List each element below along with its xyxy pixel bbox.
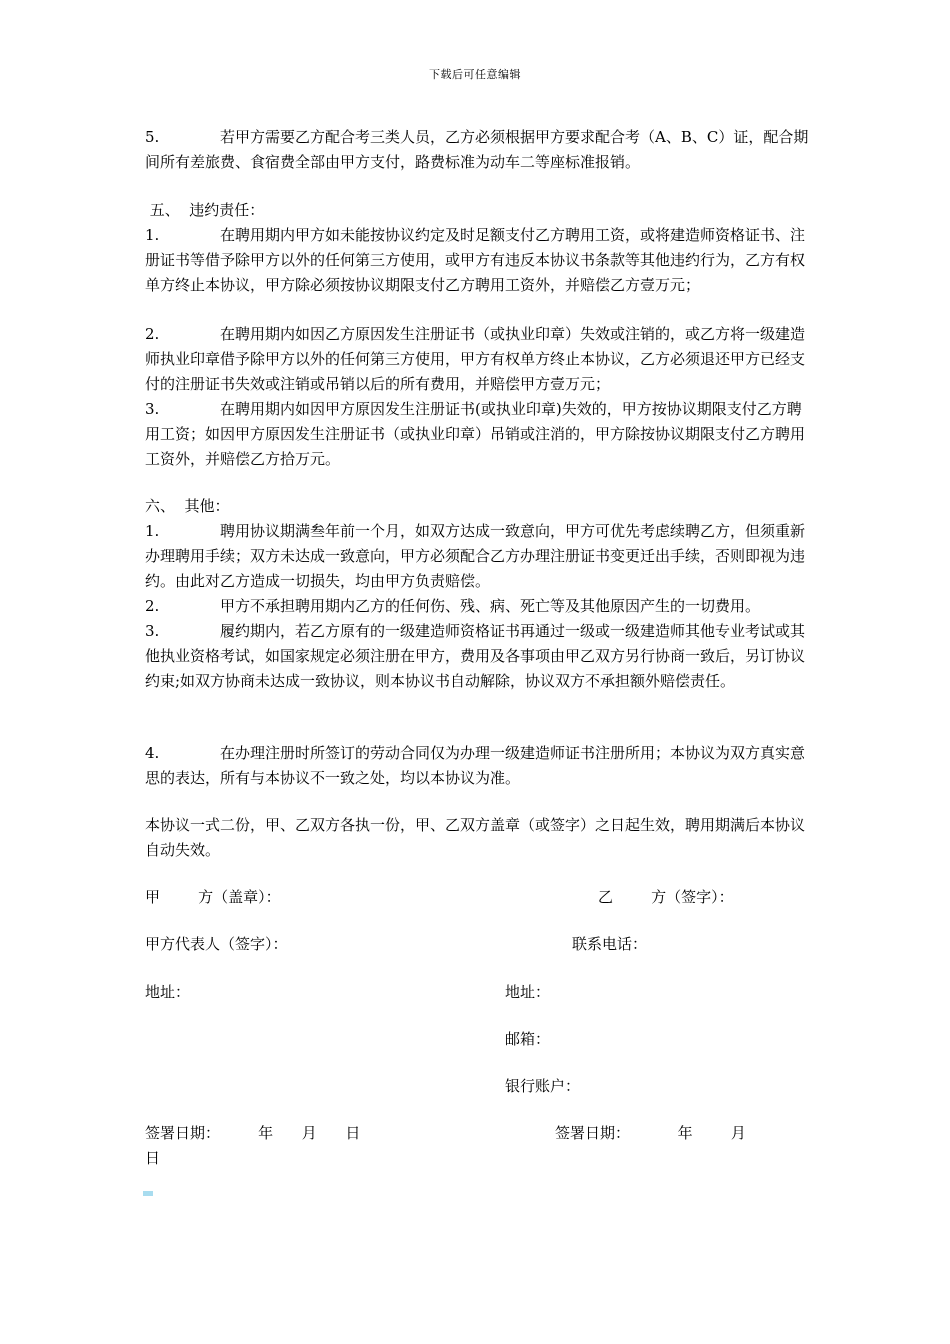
clause-number: 3. xyxy=(145,622,160,640)
clause-text: 聘用协议期满叁年前一个月，如双方达成一致意向，甲方可优先考虑续聘乙方，但须重新办理聘用手续；双方未达成一致意向，甲方必须配合乙方办理注册证书变更迁出手续，否则即视为违约。由此对乙方造成一切损失，均由甲方负责赔偿。 xyxy=(145,522,806,590)
page-header: 下载后可任意编辑 xyxy=(429,68,521,81)
party-b-bank-account-label: 银行账户： xyxy=(505,1077,581,1095)
clause-text: 若甲方需要乙方配合考三类人员，乙方必须根据甲方要求配合考（A、B、C）证，配合期间所有差旅费、食宿费全部由甲方支付，路费标准为动车二等座标准报销。 xyxy=(145,128,809,171)
breach-item-2 xyxy=(145,322,815,397)
clause-number: 4. xyxy=(145,744,160,762)
party-b-email-label: 邮箱： xyxy=(505,1030,551,1048)
clause-number: 2. xyxy=(145,325,160,343)
clause-text: 履约期内，若乙方原有的一级建造师资格证书再通过一级或一级建造师其他专业考试或其他执业资格考试，如国家规定必须注册在甲方，费用及各事项由甲乙双方另行协商一致后，另订协议约束;如双方协商未达成一致协议，则本协议书自动解除，协议双方不承担额外赔偿责任。 xyxy=(145,622,806,690)
other-item-4 xyxy=(145,741,815,791)
section-title-breach: 五、 违约责任： xyxy=(145,201,265,219)
clause-number: 5. xyxy=(145,128,160,146)
sign-date-day-wrap: 日 xyxy=(145,1149,161,1167)
breach-item-1 xyxy=(145,223,815,298)
clause-number: 1. xyxy=(145,226,160,244)
clause-text: 在聘用期内如因甲方原因发生注册证书(或执业印章)失效的，甲方按协议期限支付乙方聘用工资；如因甲方原因发生注册证书（或执业印章）吊销或注消的，甲方除按协议期限支付乙方聘用工资外，并赔偿乙方拾万元。 xyxy=(145,400,806,468)
party-b-sign-label: 乙 方（签字）： xyxy=(598,888,734,906)
party-a-seal-label: 甲 方（盖章）： xyxy=(145,888,281,906)
clause-5 xyxy=(145,125,815,175)
clause-text: 在聘用期内如因乙方原因发生注册证书（或执业印章）失效或注销的，或乙方将一级建造师执业印章借予除甲方以外的任何第三方使用，甲方有权单方终止本协议，乙方必须退还甲方已经支付的注册证书失效或注销或吊销以后的所有费用，并赔偿甲方壹万元； xyxy=(145,325,806,393)
clause-number: 1. xyxy=(145,522,160,540)
section-title-other: 六、 其他： xyxy=(145,497,230,515)
party-a-address-label: 地址： xyxy=(145,983,191,1001)
clause-number: 3. xyxy=(145,400,160,418)
clause-text: 在聘用期内甲方如未能按协议约定及时足额支付乙方聘用工资，或将建造师资格证书、注册证书等借予除甲方以外的任何第三方使用，或甲方有违反本协议书条款等其他违约行为，乙方有权单方终止本协议，甲方除必须按协议期限支付乙方聘用工资外，并赔偿乙方壹万元； xyxy=(145,226,806,294)
party-b-sign-date: 签署日期： 年 月 xyxy=(555,1124,746,1142)
other-item-2 xyxy=(145,594,835,619)
party-b-phone-label: 联系电话： xyxy=(572,935,648,953)
breach-item-3 xyxy=(145,397,815,472)
other-item-3 xyxy=(145,619,815,694)
clause-text: 在办理注册时所签订的劳动合同仅为办理一级建造师证书注册所用；本协议为双方真实意思的表达，所有与本协议不一致之处，均以本协议为准。 xyxy=(145,744,806,787)
clause-text: 甲方不承担聘用期内乙方的任何伤、残、病、死亡等及其他原因产生的一切费用。 xyxy=(220,597,761,615)
other-item-1 xyxy=(145,519,815,594)
party-a-representative-label: 甲方代表人（签字）： xyxy=(145,935,288,953)
party-b-address-label: 地址： xyxy=(505,983,551,1001)
text-cursor-marker xyxy=(143,1191,153,1196)
party-a-sign-date: 签署日期： 年 月 日 xyxy=(145,1124,361,1142)
clause-number: 2. xyxy=(145,597,160,615)
closing-paragraph: 本协议一式二份，甲、乙双方各执一份，甲、乙双方盖章（或签字）之日起生效，聘用期满后本协议自动失效。 xyxy=(145,816,806,859)
